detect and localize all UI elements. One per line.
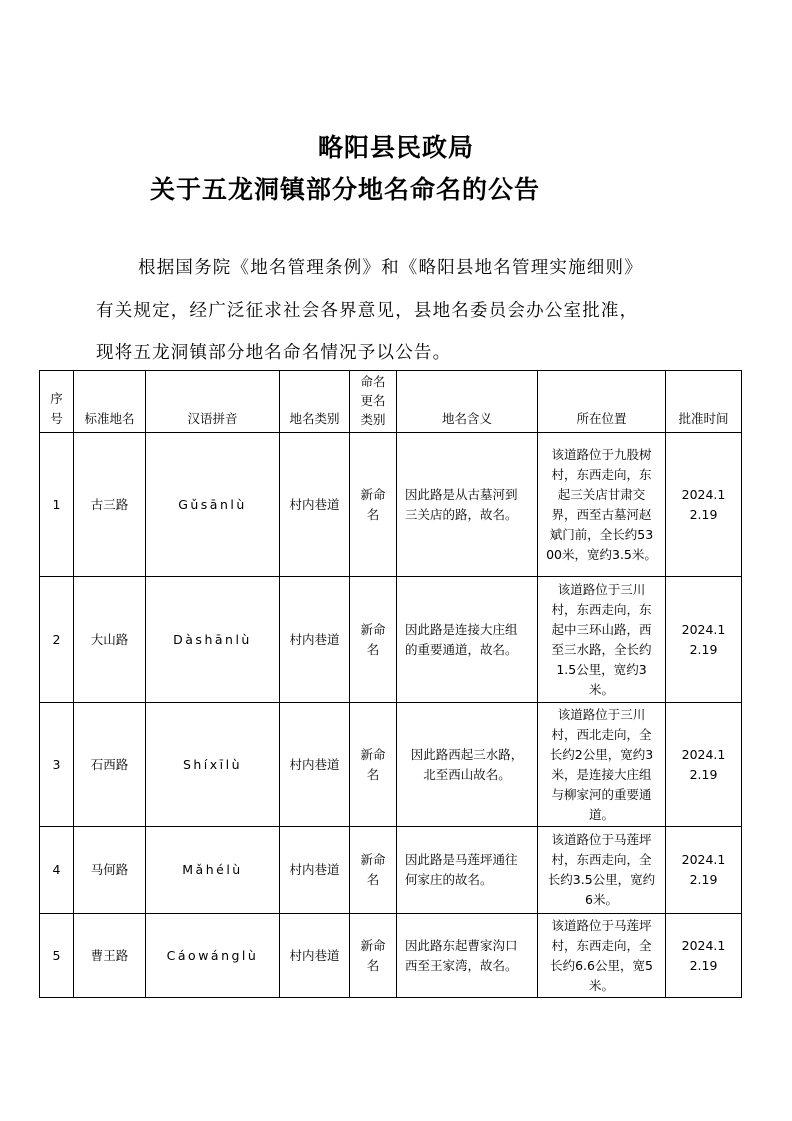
cell-category: 村内巷道 (280, 433, 350, 577)
header-category: 地名类别 (280, 371, 350, 433)
cell-pinyin: Mǎhélù (146, 827, 280, 914)
header-location: 所在位置 (538, 371, 666, 433)
cell-date: 2024.12.19 (666, 827, 742, 914)
table-row (40, 577, 742, 703)
title-line-2: 关于五龙洞镇部分地名命名的公告 (150, 175, 541, 204)
cell-name: 古三路 (74, 433, 146, 577)
header-date: 批准时间 (666, 371, 742, 433)
cell-date: 2024.12.19 (666, 433, 742, 577)
cell-location: 该道路位于三川村，西北走向，全长约2公里，宽约3米，是连接大庄组与柳家河的重要通道。 (538, 703, 666, 827)
cell-pinyin: Gǔsānlù (146, 433, 280, 577)
intro-line-3: 现将五龙洞镇部分地名命名情况予以公告。 (96, 343, 452, 363)
cell-category: 村内巷道 (280, 827, 350, 914)
cell-name: 石西路 (74, 703, 146, 827)
cell-meaning: 因此路东起曹家沟口西至王家湾，故名。 (397, 914, 538, 998)
cell-seq: 3 (40, 703, 74, 827)
cell-seq: 1 (40, 433, 74, 577)
cell-date: 2024.12.19 (666, 914, 742, 998)
title-line-1: 略阳县民政局 (317, 133, 474, 162)
cell-naming-type: 新命名 (350, 703, 397, 827)
cell-category: 村内巷道 (280, 577, 350, 703)
cell-naming-type: 新命名 (350, 914, 397, 998)
cell-date: 2024.12.19 (666, 703, 742, 827)
table-row (40, 914, 742, 998)
cell-seq: 5 (40, 914, 74, 998)
header-pinyin: 汉语拼音 (146, 371, 280, 433)
table-row (40, 703, 742, 827)
header-name: 标准地名 (74, 371, 146, 433)
cell-name: 曹王路 (74, 914, 146, 998)
header-seq: 序号 (40, 371, 74, 433)
table-row (40, 827, 742, 914)
cell-naming-type: 新命名 (350, 433, 397, 577)
intro-line-1: 根据国务院《地名管理条例》和《略阳县地名管理实施细则》 (138, 258, 643, 278)
cell-meaning: 因此路西起三水路，北至西山故名。 (397, 703, 538, 827)
cell-location: 该道路位于马莲坪村，东西走向，全长约3.5公里，宽约6米。 (538, 827, 666, 914)
cell-seq: 4 (40, 827, 74, 914)
cell-category: 村内巷道 (280, 703, 350, 827)
cell-location: 该道路位于三川村，东西走向，东起中三环山路，西至三水路，全长约1.5公里，宽约3米。 (538, 577, 666, 703)
cell-location: 该道路位于马莲坪村，东西走向，全长约6.6公里，宽5米。 (538, 914, 666, 998)
cell-meaning: 因此路是马莲坪通往何家庄的故名。 (397, 827, 538, 914)
cell-name: 马何路 (74, 827, 146, 914)
cell-date: 2024.12.19 (666, 577, 742, 703)
cell-pinyin: Shíxīlù (146, 703, 280, 827)
cell-pinyin: Dàshānlù (146, 577, 280, 703)
table-header-row (40, 371, 742, 433)
place-name-table (39, 370, 742, 998)
header-naming-type: 命名更名类别 (350, 371, 397, 433)
cell-seq: 2 (40, 577, 74, 703)
intro-line-2: 有关规定，经广泛征求社会各界意见，县地名委员会办公室批准， (96, 301, 639, 321)
header-meaning: 地名含义 (397, 371, 538, 433)
cell-naming-type: 新命名 (350, 577, 397, 703)
cell-location: 该道路位于九股树村，东西走向，东起三关店甘肃交界，西至古墓河赵斌门前，全长约5300米，宽约3.5米。 (538, 433, 666, 577)
cell-category: 村内巷道 (280, 914, 350, 998)
cell-meaning: 因此路是连接大庄组的重要通道，故名。 (397, 577, 538, 703)
cell-meaning: 因此路是从古墓河到三关店的路，故名。 (397, 433, 538, 577)
table-row (40, 433, 742, 577)
cell-name: 大山路 (74, 577, 146, 703)
cell-pinyin: Cáowánglù (146, 914, 280, 998)
cell-naming-type: 新命名 (350, 827, 397, 914)
